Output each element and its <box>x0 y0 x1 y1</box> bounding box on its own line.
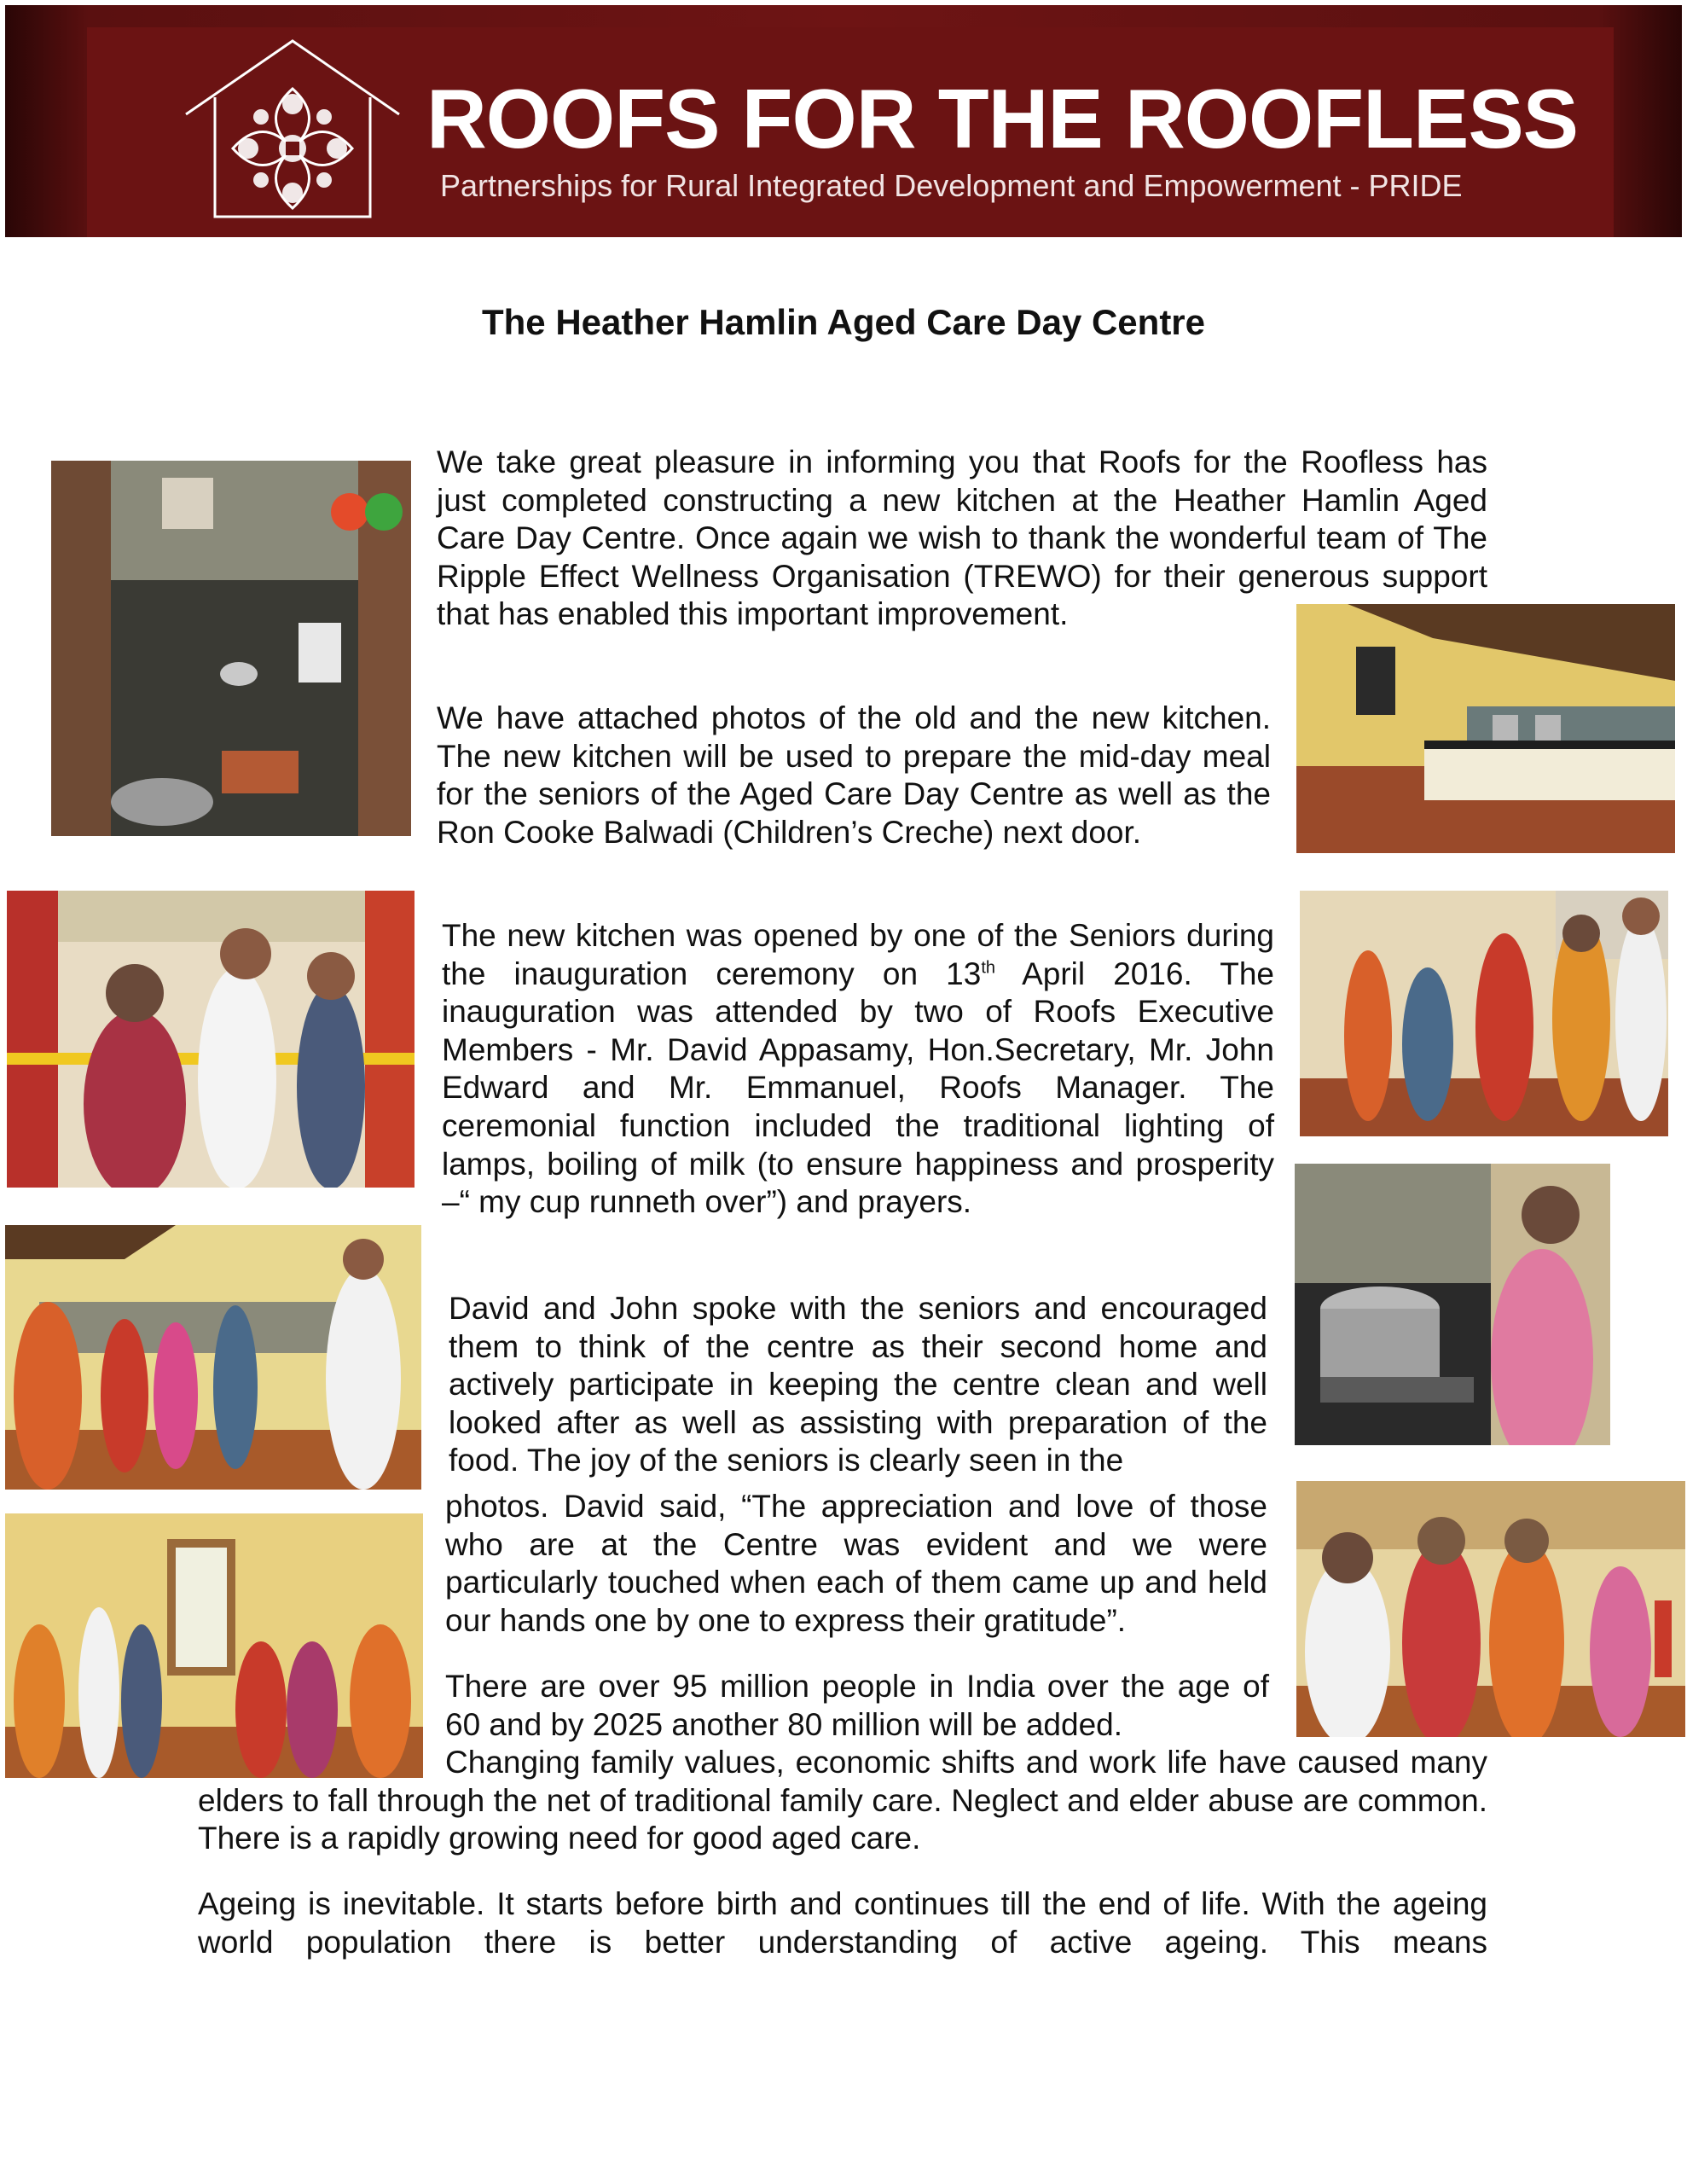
inauguration-text-start: The new kitchen was opened by one of the Seniors during the inauguration ceremony on 13 <box>442 918 1274 991</box>
page-title: The Heather Hamlin Aged Care Day Centre <box>481 302 1206 342</box>
paragraph-statistics: There are over 95 million people in India over the age of 60 and by 2025 another 80 million will be added. <box>445 1669 1269 1742</box>
new-kitchen-seniors-photo <box>5 1513 423 1778</box>
paragraph-encouragement: David and John spoke with the seniors and encouraged them to think of the centre as their second home and actively participate in keeping the centre clean and well looked after as well as assisting with preparation of the food. The joy of the seniors is clearly seen in the <box>449 1291 1267 1478</box>
stove-cooking-photo <box>1295 1164 1610 1445</box>
second-opening-photo <box>1300 891 1668 1136</box>
paragraph-inauguration <box>442 917 1274 1222</box>
seniors-group-photo <box>5 1225 421 1490</box>
organization-name: ROOFS FOR THE ROOFLESS <box>426 72 1579 166</box>
house-kolam-logo-icon <box>181 38 404 227</box>
paragraph-ageing: Ageing is inevitable. It starts before birth and continues till the end of life. With the ageing world population there is better understanding of active ageing. This means <box>198 1886 1487 1960</box>
organization-tagline: Partnerships for Rural Integrated Development and Empowerment - PRIDE <box>440 168 1463 203</box>
paragraph-intro: We take great pleasure in informing you that Roofs for the Roofless has just completed constructing a new kitchen at the Heather Hamlin Aged Care Day Centre. Once again we wish to thank the wonderful team of The Ripple Effect Wellness Organisation (TREWO) for their generous support that has enabled this important improvement. <box>437 444 1487 632</box>
seniors-prayer-photo <box>1296 1481 1685 1737</box>
inauguration-text-end: April 2016. The inauguration was attended by two of Roofs Executive Members - Mr. David Appasamy, Hon.Secretary, Mr. John Edward and Mr. Emmanuel, Roofs Manager. The ceremonial function included the traditional lighting of lamps, boiling of milk (to ensure happiness and prosperity –“ my cup runneth over”) and prayers. <box>442 956 1274 1220</box>
ribbon-cutting-photo <box>7 891 415 1188</box>
paragraph-photos-note: We have attached photos of the old and the new kitchen. The new kitchen will be used to prepare the mid-day meal for the seniors of the Aged Care Day Centre as well as the Ron Cooke Balwadi (Children’s Creche) next door. <box>437 700 1271 850</box>
paragraph-quote: photos. David said, “The appreciation and love of those who are at the Centre was evident and we were particularly touched when each of them came up and held our hands one by one to express their gratitude”. <box>445 1489 1267 1638</box>
old-kitchen-photo <box>51 461 411 836</box>
paragraph-family-care: Changing family values, economic shifts and work life have caused many elders to fall through the net of traditional family care. Neglect and elder abuse are common. There is a rapidly growing need for good aged care. <box>198 1745 1487 1856</box>
new-kitchen-photo <box>1296 604 1675 853</box>
date-ordinal-suffix: th <box>981 958 995 978</box>
